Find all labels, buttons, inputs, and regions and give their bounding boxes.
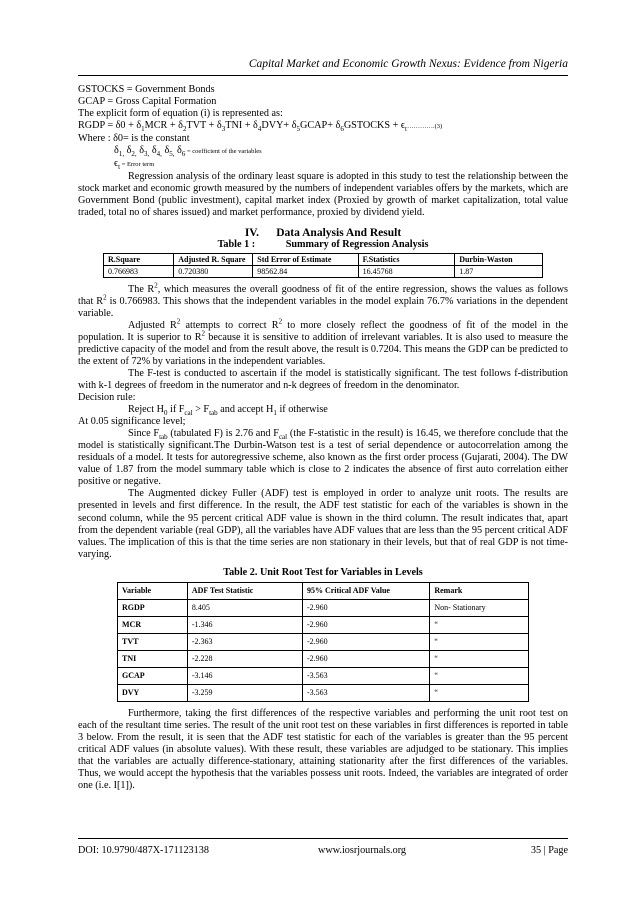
table-row — [118, 667, 529, 684]
table-header-row — [104, 253, 543, 265]
table-header-cell: ADF Test Statistic — [187, 582, 302, 599]
table-header-cell: Std Error of Estimate — [253, 253, 358, 265]
table-cell: -3.146 — [187, 667, 302, 684]
doi-text: DOI: 10.9790/487X-171123138 — [78, 845, 209, 856]
table-header-row — [118, 582, 529, 599]
journal-url-link[interactable]: www.iosrjournals.org — [318, 845, 407, 856]
table-row — [104, 265, 543, 277]
page-body — [78, 84, 568, 792]
table-cell: -2.363 — [187, 633, 302, 650]
table-cell: -2.960 — [302, 633, 429, 650]
table-cell: -2.960 — [302, 616, 429, 633]
page-number: 35 | Page — [530, 845, 568, 856]
table-cell: 0.766983 — [104, 265, 174, 277]
adf-paragraph: The Augmented dickey Fuller (ADF) test is employed in order to analyze unit roots. The results are presented in levels and first difference. In the result, the ADF test statistic for each of the variables is shown in the second column, while the 95 percent critical ADF value is shown in the third column. The result indicates that, apart from the dependent variable (real GDP), all the variables have ADF values that are less than the 95 percent critical ADF values. The implication of this is that the time series are non stationary in their levels, but that of real GDP is not time-varying. — [78, 488, 568, 560]
table-header-cell: Durbin-Waston — [455, 253, 543, 265]
table-cell: -3.563 — [302, 684, 429, 701]
decision-rule-label: Decision rule: — [78, 392, 136, 404]
unit-root-table — [117, 582, 529, 702]
table-row — [118, 684, 529, 701]
table-cell: “ — [430, 616, 529, 633]
table-header-cell: R.Square — [104, 253, 174, 265]
running-header: Capital Market and Economic Growth Nexus: Evidence from Nigeria — [248, 58, 568, 70]
first-difference-paragraph: Furthermore, taking the first differences of the respective variables and performing the unit root test on each of the resultant time series. The result of the unit root test on these variables in first differences is reported in table 3 below. From the result, it is seen that the ADF test statistic for each of the variables is greater than the 95 percent critical ADF values (in absolute values). With these result, these variables are adjudged to be stationary. This implies that the variables are actually difference-stationary, attaining stationarity after the first differences of the variables. Thus, we would accept the hypothesis that the variables possess unit roots. Indeed, the variables are integrated of order one (i.e. I[1]). — [78, 707, 568, 792]
table-cell: GCAP — [118, 667, 188, 684]
table-cell: 0.720380 — [174, 265, 253, 277]
table-cell: TVT — [118, 633, 188, 650]
table-cell: -1.346 — [187, 616, 302, 633]
table-cell: “ — [430, 684, 529, 701]
table-cell: “ — [430, 667, 529, 684]
table2-caption: Table 2. Unit Root Test for Variables in Levels — [223, 566, 423, 578]
table-cell: -2.228 — [187, 650, 302, 667]
durbin-watson-paragraph: Since $F_{tab}$ (tabulated F) is 2.76 and $F_{cal}$ (the F-statistic in the result) is 16.45, we therefore conclude that the model is statistically significant.The Durbin-Watson test is a test of serial dependence or autocorrelation among the residuals of a model. It tests for autoregressive scheme, also known as the first order process (Gujarati, 2004). The DW value of 1.87 from the model summary table which is close to 2 indicates the absence of first auto correlation either positive or negative. — [78, 428, 568, 488]
table-cell: RGDP — [118, 599, 188, 616]
section-heading: IV. Data Analysis And Result — [244, 226, 402, 239]
table-cell: “ — [430, 633, 529, 650]
table-cell: 8.405 — [187, 599, 302, 616]
adjusted-r-square-paragraph: Adjusted $R^2$ attempts to correct $R^2$ to more closely reflect the goodness of fit of the model in the population. It is superior to $R^2$ because it is sensitive to addition of irrelevant variables. It is also used to measure the predictive capacity of the model and from the result above, the result is 0.7204. This means the GDP can be predicted to the extent of 72% by variations in the independent variables. — [78, 317, 568, 367]
table1-caption: Table 1 : Summary of Regression Analysis — [217, 238, 429, 250]
table-cell: Non- Stationary — [430, 599, 529, 616]
definition-gcap: GCAP = Gross Capital Formation — [78, 96, 217, 108]
significance-level: At 0.05 significance level; — [78, 416, 186, 428]
regression-summary-table — [103, 253, 543, 278]
table-cell: “ — [430, 650, 529, 667]
decision-rule: Reject $H_0$ if $F_{cal} > F_{tab}$ and accept $H_1$ if otherwise — [128, 404, 328, 418]
table-cell: DVY — [118, 684, 188, 701]
error-term-line: $\epsilon_t$ = Error term — [114, 158, 155, 172]
table-cell: MCR — [118, 616, 188, 633]
table-header-cell: F.Statistics — [358, 253, 455, 265]
table-header-cell: Remark — [430, 582, 529, 599]
equation-3: RGDP = $\delta 0 + \delta_1MCR + \delta_2TVT + \delta_3TNI + \delta_4DVY+$ $\delta_5GCAP+$ $\delta_6GSTOCKS$ + $\epsilon_t\dots\dots\dots\dots.(3)$ — [78, 120, 443, 134]
where-constant: Where : δ0= is the constant — [78, 133, 190, 145]
explicit-form-line: The explicit form of equation (i) is represented as: — [78, 108, 283, 120]
table-cell: 98562.84 — [253, 265, 358, 277]
table-header-cell: 95% Critical ADF Value — [302, 582, 429, 599]
header-rule — [78, 75, 568, 76]
table-header-cell: Adjusted R. Square — [174, 253, 253, 265]
r-square-paragraph: The $R^2$, which measures the overall goodness of fit of the entire regression, shows the values as follows that $R^2$ is 0.766983. This shows that the independent variables in the model explain 76.7% variations in the dependent variable. — [78, 281, 568, 319]
coefficient-line: $\delta_{1,}$ $\delta_{2,}$ $\delta_{3,}$ $\delta_{4,}$ $\delta_{5,}$ $\delta_6$ = coefficient of the variables — [114, 145, 262, 159]
table-cell: -3.563 — [302, 667, 429, 684]
table-cell: -2.960 — [302, 650, 429, 667]
table-cell: TNI — [118, 650, 188, 667]
table-cell: -3.259 — [187, 684, 302, 701]
regression-paragraph: Regression analysis of the ordinary least square is adopted in this study to test the relationship between the stock market and economic growth measured by the numbers of independent variables offers by the markets, which are Government Bond (public investment), capital market index (Proxied by growth of market capitalization, total value traded, total no of shares issued) and market performance, proxied by dividend yield. — [78, 171, 568, 219]
table-cell: 1.87 — [455, 265, 543, 277]
footer-rule — [78, 838, 568, 839]
table-header-cell: Variable — [118, 582, 188, 599]
table-row — [118, 616, 529, 633]
f-test-paragraph: The F-test is conducted to ascertain if the model is statistically significant. The test follows f-distribution with k-1 degrees of freedom in the numerator and n-k degrees of freedom in the denominator. — [78, 367, 568, 391]
table-row — [118, 633, 529, 650]
definition-gstocks: GSTOCKS = Government Bonds — [78, 84, 215, 95]
table-row — [118, 650, 529, 667]
table-cell: 16.45768 — [358, 265, 455, 277]
table-row — [118, 599, 529, 616]
table-cell: -2.960 — [302, 599, 429, 616]
